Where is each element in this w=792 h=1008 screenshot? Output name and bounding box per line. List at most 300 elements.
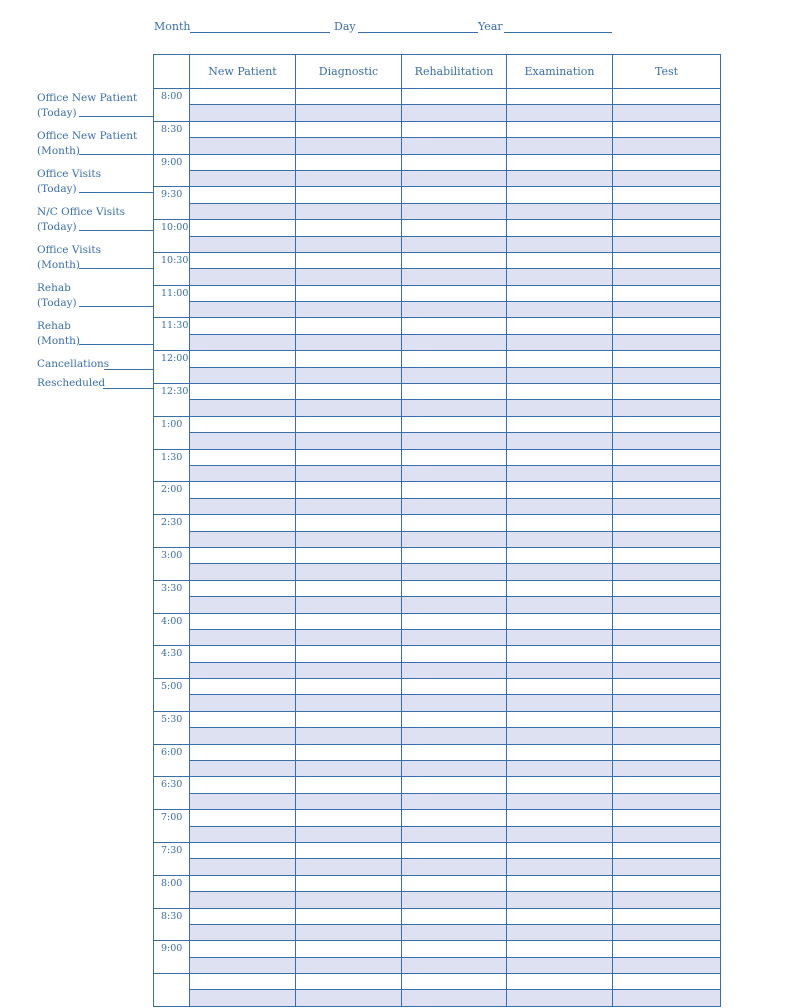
stat-entry-field[interactable] [79, 116, 153, 117]
appointment-slot[interactable] [507, 580, 613, 596]
appointment-slot[interactable] [613, 433, 721, 449]
appointment-slot[interactable] [402, 842, 507, 858]
appointment-slot[interactable] [402, 531, 507, 547]
appointment-slot[interactable] [296, 842, 402, 858]
appointment-slot[interactable] [296, 302, 402, 318]
appointment-slot[interactable] [402, 728, 507, 744]
appointment-slot[interactable] [507, 613, 613, 629]
appointment-slot[interactable] [613, 138, 721, 154]
appointment-slot[interactable] [402, 859, 507, 875]
appointment-slot[interactable] [507, 154, 613, 170]
appointment-slot[interactable] [190, 498, 296, 514]
appointment-slot[interactable] [613, 334, 721, 350]
appointment-slot[interactable] [296, 957, 402, 973]
appointment-slot[interactable] [296, 941, 402, 957]
appointment-slot[interactable] [296, 892, 402, 908]
appointment-slot[interactable] [507, 777, 613, 793]
day-field[interactable] [358, 32, 478, 33]
appointment-slot[interactable] [613, 761, 721, 777]
time-label: 12:00 [154, 351, 190, 367]
appointment-slot[interactable] [402, 203, 507, 219]
appointment-slot[interactable] [296, 597, 402, 613]
appointment-slot[interactable] [507, 515, 613, 531]
appointment-slot[interactable] [507, 662, 613, 678]
appointment-slot[interactable] [190, 318, 296, 334]
appointment-slot[interactable] [613, 187, 721, 203]
appointment-slot[interactable] [190, 531, 296, 547]
appointment-slot[interactable] [613, 269, 721, 285]
appointment-slot[interactable] [296, 89, 402, 105]
appointment-slot[interactable] [507, 498, 613, 514]
appointment-slot[interactable] [296, 990, 402, 1006]
appointment-slot[interactable] [190, 580, 296, 596]
appointment-slot[interactable] [296, 285, 402, 301]
appointment-slot[interactable] [402, 810, 507, 826]
appointment-slot[interactable] [190, 187, 296, 203]
appointment-slot[interactable] [507, 646, 613, 662]
appointment-slot[interactable] [613, 875, 721, 891]
appointment-slot[interactable] [296, 924, 402, 940]
appointment-slot[interactable] [613, 728, 721, 744]
appointment-slot[interactable] [190, 121, 296, 137]
appointment-slot[interactable] [190, 203, 296, 219]
appointment-slot[interactable] [190, 269, 296, 285]
appointment-slot[interactable] [402, 564, 507, 580]
appointment-slot[interactable] [613, 203, 721, 219]
appointment-slot[interactable] [613, 924, 721, 940]
stat-entry-field[interactable] [103, 388, 153, 389]
appointment-slot[interactable] [507, 564, 613, 580]
appointment-slot[interactable] [613, 105, 721, 121]
appointment-slot[interactable] [402, 744, 507, 760]
appointment-slot[interactable] [507, 416, 613, 432]
appointment-slot[interactable] [613, 449, 721, 465]
appointment-slot[interactable] [507, 367, 613, 383]
appointment-slot[interactable] [613, 793, 721, 809]
appointment-slot[interactable] [402, 416, 507, 432]
appointment-slot[interactable] [296, 679, 402, 695]
stat-entry-field[interactable] [79, 192, 153, 193]
appointment-slot[interactable] [507, 449, 613, 465]
appointment-slot[interactable] [507, 465, 613, 481]
appointment-slot[interactable] [190, 220, 296, 236]
appointment-slot[interactable] [296, 728, 402, 744]
appointment-slot[interactable] [190, 416, 296, 432]
appointment-slot[interactable] [402, 875, 507, 891]
appointment-slot[interactable] [296, 138, 402, 154]
appointment-slot[interactable] [190, 974, 296, 990]
appointment-slot[interactable] [507, 482, 613, 498]
appointment-slot[interactable] [613, 515, 721, 531]
time-label: 8:30 [154, 121, 190, 137]
appointment-slot[interactable] [402, 449, 507, 465]
appointment-slot[interactable] [613, 580, 721, 596]
appointment-slot[interactable] [190, 302, 296, 318]
appointment-slot[interactable] [402, 285, 507, 301]
time-spacer [154, 629, 190, 645]
appointment-slot[interactable] [190, 695, 296, 711]
appointment-slot[interactable] [507, 384, 613, 400]
appointment-slot[interactable] [296, 318, 402, 334]
appointment-slot[interactable] [613, 384, 721, 400]
appointment-slot[interactable] [190, 547, 296, 563]
stat-entry-field[interactable] [79, 268, 153, 269]
appointment-slot[interactable] [190, 449, 296, 465]
appointment-slot[interactable] [296, 449, 402, 465]
appointment-slot[interactable] [507, 826, 613, 842]
appointment-slot[interactable] [296, 170, 402, 186]
stat-entry-field[interactable] [79, 306, 153, 307]
time-label: 7:30 [154, 842, 190, 858]
appointment-slot[interactable] [402, 170, 507, 186]
appointment-slot[interactable] [613, 629, 721, 645]
appointment-slot[interactable] [296, 613, 402, 629]
appointment-slot[interactable] [402, 351, 507, 367]
appointment-slot[interactable] [507, 269, 613, 285]
appointment-slot[interactable] [190, 793, 296, 809]
appointment-slot[interactable] [296, 187, 402, 203]
appointment-slot[interactable] [402, 924, 507, 940]
appointment-slot[interactable] [190, 597, 296, 613]
appointment-slot[interactable] [613, 974, 721, 990]
appointment-slot[interactable] [296, 252, 402, 268]
appointment-slot[interactable] [613, 613, 721, 629]
appointment-slot[interactable] [296, 646, 402, 662]
appointment-slot[interactable] [613, 662, 721, 678]
appointment-slot[interactable] [613, 679, 721, 695]
appointment-slot[interactable] [402, 384, 507, 400]
appointment-slot[interactable] [613, 859, 721, 875]
appointment-slot[interactable] [190, 384, 296, 400]
appointment-slot[interactable] [402, 908, 507, 924]
appointment-slot[interactable] [402, 121, 507, 137]
appointment-slot[interactable] [613, 367, 721, 383]
appointment-slot[interactable] [190, 105, 296, 121]
appointment-slot[interactable] [613, 285, 721, 301]
appointment-slot[interactable] [296, 711, 402, 727]
appointment-slot[interactable] [613, 170, 721, 186]
appointment-slot[interactable] [190, 761, 296, 777]
schedule-row [154, 433, 721, 449]
appointment-slot[interactable] [402, 990, 507, 1006]
appointment-slot[interactable] [507, 842, 613, 858]
appointment-slot[interactable] [190, 662, 296, 678]
appointment-slot[interactable] [402, 793, 507, 809]
appointment-slot[interactable] [296, 662, 402, 678]
appointment-slot[interactable] [613, 564, 721, 580]
appointment-slot[interactable] [296, 547, 402, 563]
appointment-slot[interactable] [190, 859, 296, 875]
appointment-slot[interactable] [190, 629, 296, 645]
appointment-slot[interactable] [507, 203, 613, 219]
appointment-slot[interactable] [613, 826, 721, 842]
appointment-slot[interactable] [613, 236, 721, 252]
appointment-slot[interactable] [507, 875, 613, 891]
appointment-slot[interactable] [190, 367, 296, 383]
appointment-slot[interactable] [507, 597, 613, 613]
appointment-slot[interactable] [613, 351, 721, 367]
appointment-slot[interactable] [507, 810, 613, 826]
appointment-slot[interactable] [402, 515, 507, 531]
appointment-slot[interactable] [507, 187, 613, 203]
appointment-slot[interactable] [613, 465, 721, 481]
appointment-slot[interactable] [613, 695, 721, 711]
appointment-slot[interactable] [613, 220, 721, 236]
appointment-slot[interactable] [613, 892, 721, 908]
appointment-slot[interactable] [402, 154, 507, 170]
appointment-slot[interactable] [402, 826, 507, 842]
appointment-slot[interactable] [613, 154, 721, 170]
appointment-slot[interactable] [190, 892, 296, 908]
appointment-slot[interactable] [613, 252, 721, 268]
appointment-slot[interactable] [296, 826, 402, 842]
appointment-slot[interactable] [402, 252, 507, 268]
appointment-slot[interactable] [613, 744, 721, 760]
appointment-slot[interactable] [507, 892, 613, 908]
appointment-slot[interactable] [507, 859, 613, 875]
appointment-slot[interactable] [402, 105, 507, 121]
appointment-slot[interactable] [507, 957, 613, 973]
year-field[interactable] [504, 32, 612, 33]
appointment-slot[interactable] [190, 252, 296, 268]
appointment-slot[interactable] [296, 269, 402, 285]
stat-entry-field[interactable] [79, 154, 153, 155]
appointment-slot[interactable] [613, 89, 721, 105]
appointment-slot[interactable] [507, 105, 613, 121]
appointment-slot[interactable] [296, 810, 402, 826]
month-field[interactable] [190, 32, 330, 33]
appointment-slot[interactable] [613, 498, 721, 514]
appointment-slot[interactable] [296, 695, 402, 711]
appointment-slot[interactable] [296, 384, 402, 400]
appointment-slot[interactable] [402, 646, 507, 662]
appointment-slot[interactable] [190, 908, 296, 924]
appointment-slot[interactable] [190, 334, 296, 350]
appointment-slot[interactable] [402, 334, 507, 350]
appointment-slot[interactable] [507, 236, 613, 252]
appointment-slot[interactable] [190, 810, 296, 826]
appointment-slot[interactable] [190, 465, 296, 481]
appointment-slot[interactable] [613, 416, 721, 432]
appointment-slot[interactable] [296, 793, 402, 809]
appointment-slot[interactable] [613, 318, 721, 334]
appointment-slot[interactable] [296, 367, 402, 383]
appointment-slot[interactable] [190, 236, 296, 252]
appointment-slot[interactable] [402, 318, 507, 334]
appointment-slot[interactable] [402, 89, 507, 105]
appointment-slot[interactable] [296, 580, 402, 596]
appointment-slot[interactable] [402, 367, 507, 383]
appointment-slot[interactable] [507, 908, 613, 924]
appointment-slot[interactable] [296, 351, 402, 367]
appointment-slot[interactable] [296, 875, 402, 891]
appointment-slot[interactable] [296, 121, 402, 137]
appointment-slot[interactable] [507, 89, 613, 105]
appointment-slot[interactable] [507, 547, 613, 563]
appointment-slot[interactable] [296, 498, 402, 514]
appointment-slot[interactable] [402, 220, 507, 236]
appointment-slot[interactable] [507, 433, 613, 449]
stat-entry-field[interactable] [104, 369, 153, 370]
appointment-slot[interactable] [402, 629, 507, 645]
appointment-slot[interactable] [507, 170, 613, 186]
appointment-slot[interactable] [402, 465, 507, 481]
time-spacer [154, 269, 190, 285]
appointment-slot[interactable] [613, 777, 721, 793]
appointment-slot[interactable] [402, 957, 507, 973]
appointment-slot[interactable] [190, 842, 296, 858]
appointment-slot[interactable] [296, 482, 402, 498]
appointment-slot[interactable] [296, 433, 402, 449]
appointment-slot[interactable] [402, 777, 507, 793]
schedule-row [154, 662, 721, 678]
appointment-slot[interactable] [507, 302, 613, 318]
appointment-slot[interactable] [613, 547, 721, 563]
appointment-slot[interactable] [613, 810, 721, 826]
stat-entry-field[interactable] [79, 344, 153, 345]
appointment-slot[interactable] [507, 629, 613, 645]
appointment-slot[interactable] [507, 400, 613, 416]
appointment-slot[interactable] [402, 892, 507, 908]
appointment-slot[interactable] [296, 515, 402, 531]
appointment-slot[interactable] [190, 924, 296, 940]
appointment-slot[interactable] [507, 941, 613, 957]
appointment-slot[interactable] [613, 646, 721, 662]
appointment-slot[interactable] [190, 400, 296, 416]
appointment-slot[interactable] [402, 236, 507, 252]
appointment-slot[interactable] [402, 547, 507, 563]
appointment-slot[interactable] [507, 728, 613, 744]
appointment-slot[interactable] [190, 744, 296, 760]
appointment-slot[interactable] [190, 826, 296, 842]
appointment-slot[interactable] [190, 990, 296, 1006]
appointment-slot[interactable] [507, 351, 613, 367]
appointment-slot[interactable] [190, 941, 296, 957]
appointment-slot[interactable] [402, 187, 507, 203]
appointment-slot[interactable] [296, 203, 402, 219]
appointment-slot[interactable] [296, 236, 402, 252]
appointment-slot[interactable] [402, 662, 507, 678]
appointment-slot[interactable] [507, 318, 613, 334]
appointment-slot[interactable] [190, 433, 296, 449]
appointment-slot[interactable] [402, 302, 507, 318]
appointment-slot[interactable] [613, 597, 721, 613]
appointment-slot[interactable] [296, 154, 402, 170]
appointment-slot[interactable] [296, 744, 402, 760]
appointment-slot[interactable] [190, 613, 296, 629]
appointment-slot[interactable] [507, 924, 613, 940]
appointment-slot[interactable] [190, 515, 296, 531]
appointment-slot[interactable] [190, 138, 296, 154]
appointment-slot[interactable] [507, 252, 613, 268]
appointment-slot[interactable] [613, 302, 721, 318]
appointment-slot[interactable] [296, 761, 402, 777]
appointment-slot[interactable] [507, 531, 613, 547]
appointment-slot[interactable] [296, 220, 402, 236]
appointment-slot[interactable] [402, 695, 507, 711]
appointment-slot[interactable] [296, 334, 402, 350]
appointment-slot[interactable] [402, 613, 507, 629]
appointment-slot[interactable] [402, 580, 507, 596]
appointment-slot[interactable] [296, 974, 402, 990]
appointment-slot[interactable] [402, 400, 507, 416]
appointment-slot[interactable] [402, 433, 507, 449]
appointment-slot[interactable] [402, 138, 507, 154]
appointment-slot[interactable] [507, 744, 613, 760]
appointment-slot[interactable] [613, 121, 721, 137]
stat-entry-field[interactable] [79, 230, 153, 231]
appointment-slot[interactable] [613, 531, 721, 547]
appointment-slot[interactable] [190, 285, 296, 301]
appointment-slot[interactable] [613, 908, 721, 924]
appointment-slot[interactable] [190, 351, 296, 367]
appointment-slot[interactable] [402, 711, 507, 727]
appointment-slot[interactable] [190, 728, 296, 744]
appointment-slot[interactable] [190, 482, 296, 498]
appointment-slot[interactable] [507, 793, 613, 809]
appointment-slot[interactable] [402, 974, 507, 990]
appointment-slot[interactable] [507, 121, 613, 137]
appointment-slot[interactable] [296, 629, 402, 645]
appointment-slot[interactable] [507, 679, 613, 695]
appointment-slot[interactable] [296, 400, 402, 416]
appointment-slot[interactable] [190, 89, 296, 105]
appointment-slot[interactable] [402, 761, 507, 777]
appointment-slot[interactable] [613, 482, 721, 498]
appointment-slot[interactable] [402, 269, 507, 285]
appointment-slot[interactable] [507, 138, 613, 154]
appointment-slot[interactable] [507, 974, 613, 990]
schedule-row [154, 744, 721, 760]
appointment-slot[interactable] [296, 416, 402, 432]
appointment-slot[interactable] [402, 941, 507, 957]
appointment-slot[interactable] [190, 957, 296, 973]
appointment-slot[interactable] [190, 646, 296, 662]
appointment-slot[interactable] [507, 220, 613, 236]
appointment-slot[interactable] [507, 285, 613, 301]
appointment-slot[interactable] [296, 564, 402, 580]
appointment-slot[interactable] [402, 498, 507, 514]
appointment-slot[interactable] [296, 531, 402, 547]
appointment-slot[interactable] [507, 761, 613, 777]
appointment-slot[interactable] [507, 695, 613, 711]
appointment-slot[interactable] [613, 941, 721, 957]
appointment-slot[interactable] [190, 679, 296, 695]
appointment-slot[interactable] [613, 711, 721, 727]
appointment-slot[interactable] [613, 842, 721, 858]
appointment-slot[interactable] [613, 957, 721, 973]
appointment-slot[interactable] [507, 334, 613, 350]
appointment-slot[interactable] [613, 400, 721, 416]
appointment-slot[interactable] [402, 679, 507, 695]
appointment-slot[interactable] [190, 875, 296, 891]
appointment-slot[interactable] [402, 597, 507, 613]
appointment-slot[interactable] [296, 859, 402, 875]
appointment-slot[interactable] [402, 482, 507, 498]
appointment-slot[interactable] [507, 711, 613, 727]
appointment-slot[interactable] [296, 465, 402, 481]
appointment-slot[interactable] [190, 711, 296, 727]
appointment-slot[interactable] [190, 564, 296, 580]
appointment-slot[interactable] [190, 777, 296, 793]
appointment-slot[interactable] [296, 908, 402, 924]
appointment-slot[interactable] [190, 154, 296, 170]
appointment-slot[interactable] [507, 990, 613, 1006]
appointment-slot[interactable] [296, 105, 402, 121]
appointment-slot[interactable] [296, 777, 402, 793]
appointment-slot[interactable] [613, 990, 721, 1006]
appointment-slot[interactable] [190, 170, 296, 186]
